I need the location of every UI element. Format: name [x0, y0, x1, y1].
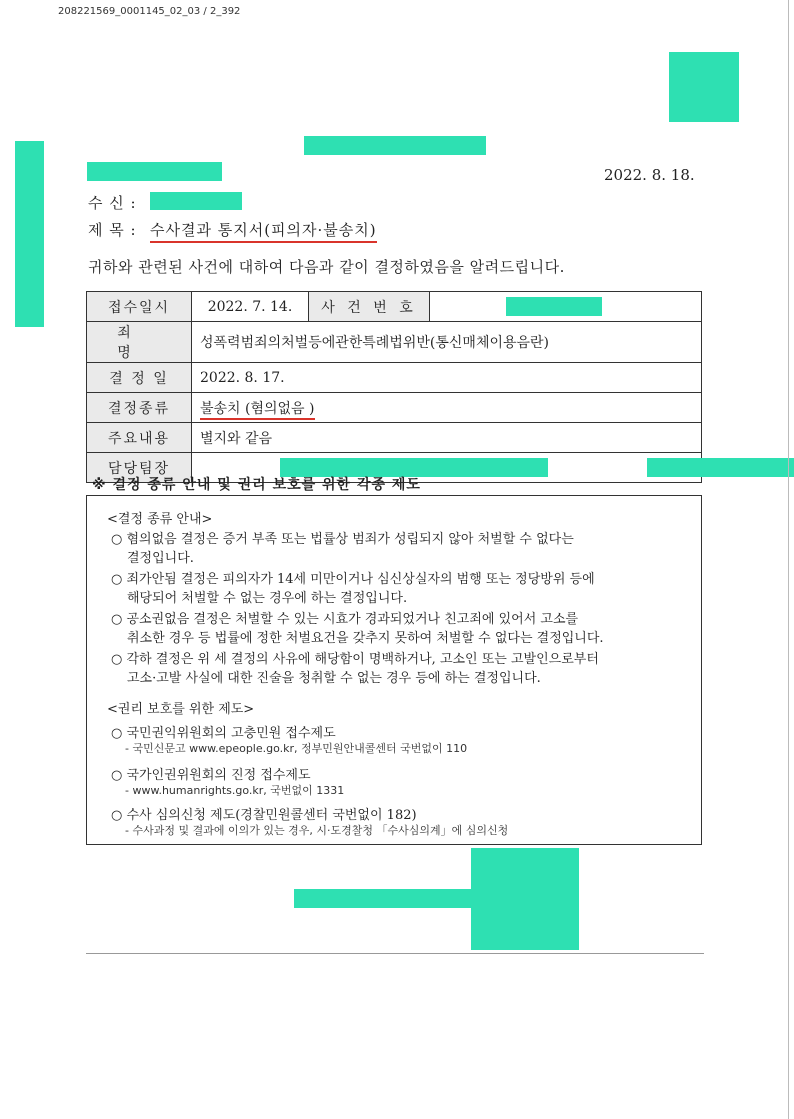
subject-label: 제 목 : — [88, 221, 137, 239]
redaction-left-margin — [15, 141, 44, 327]
case-number-label: 사 건 번 호 — [309, 292, 430, 322]
redaction-seal — [471, 848, 579, 950]
charge-value: 성폭력범죄의처벌등에관한특례법위반(통신매체이용음란) — [192, 322, 702, 363]
case-info-table — [86, 291, 702, 483]
guide-item-no-prosecution — [111, 610, 681, 648]
decision-type-value: 불송치 (혐의없음 ) — [200, 401, 315, 420]
redaction-sender — [87, 162, 222, 181]
section-title: ※ 결정 종류 안내 및 권리 보호를 위한 각종 제도 — [92, 477, 421, 493]
subject-title: 수사결과 통지서(피의자·불송치) — [150, 219, 377, 243]
rights-item-title: ○ 국가인권위원회의 진정 접수제도 — [111, 768, 311, 783]
decision-date-label: 결 정 일 — [87, 363, 192, 393]
charge-label: 죄 명 — [87, 322, 192, 363]
guide-item-dismissal — [111, 650, 681, 688]
rights-item-detail: - www.humanrights.go.kr, 국번없이 1331 — [125, 784, 345, 797]
decision-type-label: 결정종류 — [87, 393, 192, 423]
redaction-header — [304, 136, 486, 155]
redaction-case-number — [506, 297, 602, 316]
case-number-value — [430, 292, 702, 322]
received-value: 2022. 7. 14. — [192, 292, 309, 322]
guide-item-line: ○ 죄가안됨 결정은 피의자가 14세 미만이거나 심신상실자의 범행 또는 정당방위 등에 — [111, 572, 595, 587]
recipient-label: 수 신 : — [88, 194, 137, 212]
guide-box — [86, 495, 702, 845]
page-edge — [788, 0, 789, 1119]
rights-heading: <권리 보호를 위한 제도> — [107, 702, 255, 717]
guide-item-line: 취소한 경우 등 법률에 정한 처벌요건을 갖추지 못하여 처벌할 수 없다는 결정입니다. — [127, 631, 604, 646]
guide-item-not-crime — [111, 570, 681, 608]
decision-type-cell — [192, 393, 702, 423]
footer-divider — [86, 953, 704, 954]
team-leader-label: 담당팀장 — [87, 453, 192, 483]
redaction-top-right — [669, 52, 739, 122]
guide-item-line: 고소·고발 사실에 대한 진술을 청취할 수 없는 경우 등에 하는 결정입니다. — [127, 671, 541, 686]
main-content-value: 별지와 같음 — [192, 423, 702, 453]
document-date: 2022. 8. 18. — [604, 166, 695, 184]
redaction-team-contact — [647, 458, 794, 477]
rights-item-detail: - 수사과정 및 결과에 이의가 있는 경우, 시·도경찰청 「수사심의계」에 심의신청 — [125, 824, 509, 837]
rights-item-title: ○ 수사 심의신청 제도(경찰민원콜센터 국번없이 182) — [111, 808, 417, 823]
main-content-label: 주요내용 — [87, 423, 192, 453]
guide-item-line: 결정입니다. — [127, 551, 194, 566]
guide-item-no-suspicion — [111, 530, 681, 568]
guide-item-line: ○ 각하 결정은 위 세 결정의 사유에 해당함이 명백하거나, 고소인 또는 고발인으로부터 — [111, 652, 599, 667]
guide-heading: <결정 종류 안내> — [107, 512, 213, 527]
rights-item-title: ○ 국민권익위원회의 고충민원 접수제도 — [111, 726, 336, 741]
received-label: 접수일시 — [87, 292, 192, 322]
redaction-signature — [294, 889, 474, 908]
decision-date-value: 2022. 8. 17. — [192, 363, 702, 393]
document-id: 208221569_0001145_02_03 / 2_392 — [58, 6, 241, 17]
rights-item-detail: - 국민신문고 www.epeople.go.kr, 정부민원안내콜센터 국번없이 110 — [125, 742, 468, 755]
guide-item-line: ○ 공소권없음 결정은 처벌할 수 있는 시효가 경과되었거나 친고죄에 있어서 고소를 — [111, 612, 579, 627]
guide-item-line: ○ 혐의없음 결정은 증거 부족 또는 법률상 범죄가 성립되지 않아 처벌할 수 없다는 — [111, 532, 574, 547]
redaction-recipient — [150, 192, 242, 210]
intro-text: 귀하와 관련된 사건에 대하여 다음과 같이 결정하였음을 알려드립니다. — [88, 258, 565, 276]
guide-item-line: 해당되어 처벌할 수 없는 경우에 하는 결정입니다. — [127, 591, 408, 606]
